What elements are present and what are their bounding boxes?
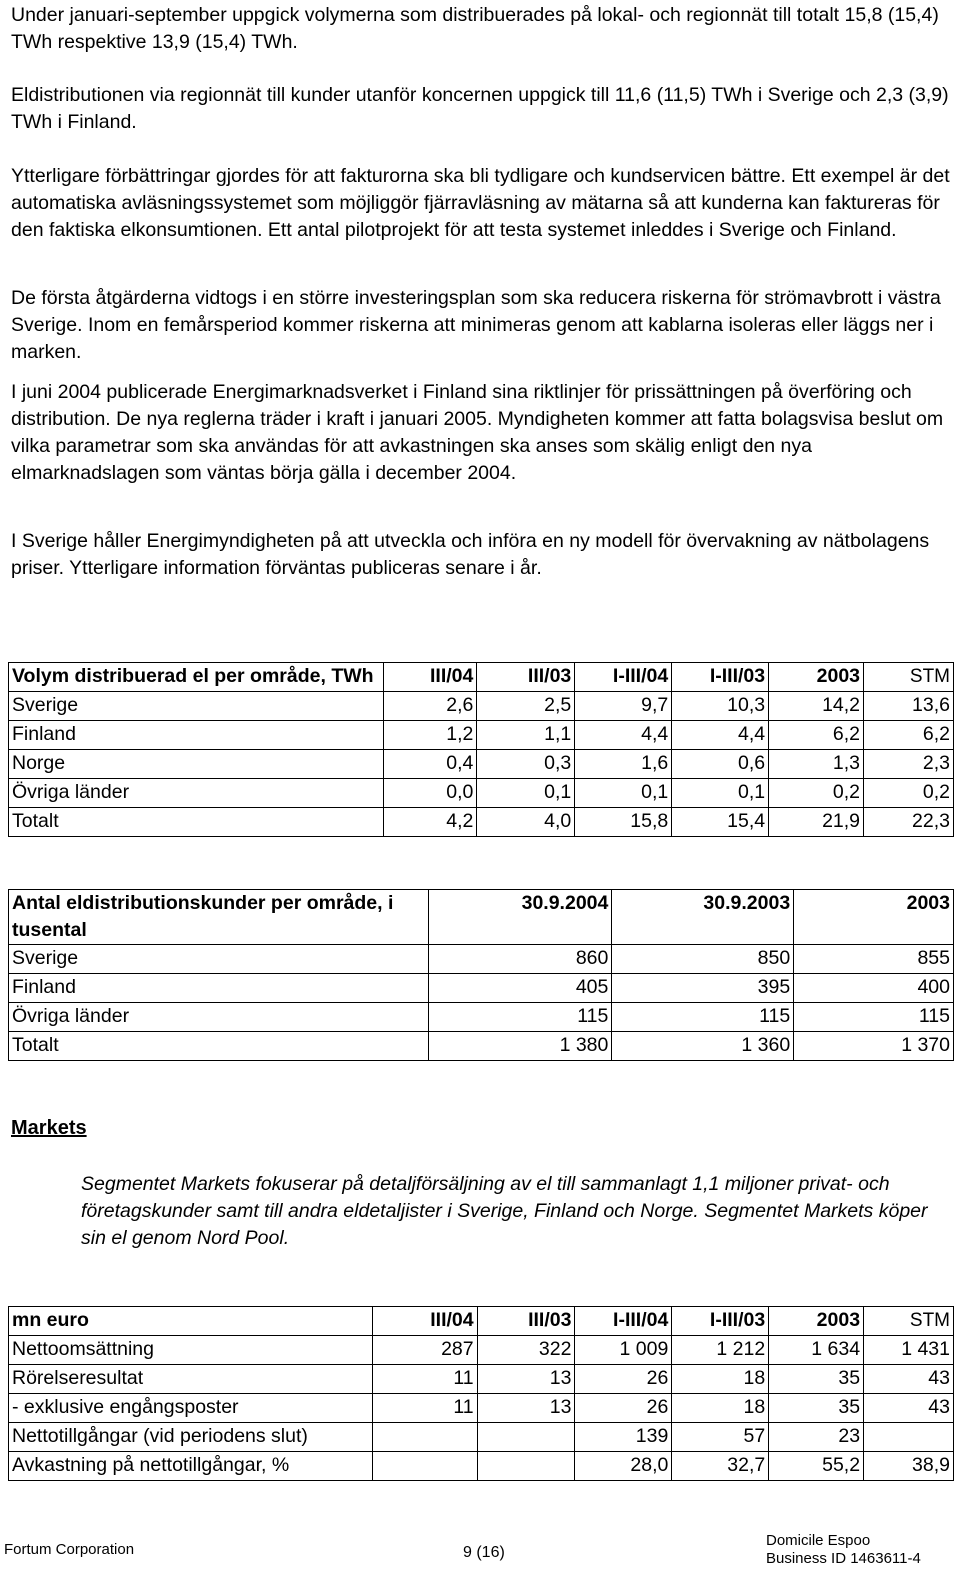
column-header: III/04 — [384, 663, 477, 692]
table-cell: 855 — [794, 945, 954, 974]
column-header: I-III/04 — [575, 1307, 672, 1336]
table-cell: 32,7 — [672, 1452, 769, 1481]
table-row — [9, 1365, 954, 1394]
table-cell: 26 — [575, 1365, 672, 1394]
table-cell: 21,9 — [769, 808, 864, 837]
table-cell: 0,0 — [384, 779, 477, 808]
column-header: 30.9.2004 — [428, 890, 612, 945]
table-cell: 26 — [575, 1394, 672, 1423]
table-cell: 14,2 — [769, 692, 864, 721]
table-cell: 10,3 — [672, 692, 769, 721]
table-cell: Nettotillgångar (vid periodens slut) — [9, 1423, 373, 1452]
table-cell: Sverige — [9, 945, 429, 974]
table-cell — [477, 1452, 575, 1481]
table-cell: 15,4 — [672, 808, 769, 837]
paragraph-sweden-regulation: I Sverige håller Energimyndigheten på att utveckla och införa en ny modell för övervakning av nätbolagens priser. Ytterligare information förväntas publiceras senare i år. — [11, 530, 930, 579]
table-cell: 22,3 — [864, 808, 954, 837]
customers-table — [8, 889, 954, 1061]
column-header: Volym distribuerad el per område, TWh — [9, 663, 384, 692]
table-cell: 0,2 — [864, 779, 954, 808]
paragraph-investments: De första åtgärderna vidtogs i en större investeringsplan som ska reducera riskerna för strömavbrott i västra Sverige. Inom en femårsperiod kommer riskerna att minimeras genom att kablarna isoleras eller läggs ner i marken. — [11, 287, 941, 363]
footer-company: Fortum Corporation — [4, 1541, 135, 1558]
table-row — [9, 750, 954, 779]
paragraph-improvements: Ytterligare förbättringar gjordes för att fakturorna ska bli tydligare och kundservicen bättre. Ett exempel är det automatiska avläsningssystemet som möjliggör fjärravläsning av mätarna så att kunderna kan faktureras för den faktiska elkonsumtionen. Ett antal pilotprojekt för att testa systemet inleddes i Sverige och Finland. — [11, 165, 950, 241]
table-cell: 1,1 — [477, 721, 575, 750]
table-cell: 35 — [769, 1365, 864, 1394]
column-header: mn euro — [9, 1307, 373, 1336]
table-cell: 139 — [575, 1423, 672, 1452]
table-cell: Finland — [9, 974, 429, 1003]
table-row — [9, 974, 954, 1003]
column-header: STM — [864, 1307, 954, 1336]
table-cell: 43 — [864, 1365, 954, 1394]
column-header: 2003 — [794, 890, 954, 945]
table-cell: 1,6 — [575, 750, 672, 779]
table-cell: - exklusive engångsposter — [9, 1394, 373, 1423]
table-cell: 395 — [612, 974, 794, 1003]
table-cell: 0,4 — [384, 750, 477, 779]
table-cell: 0,1 — [477, 779, 575, 808]
markets-heading: Markets — [11, 1117, 87, 1139]
footer-page-number: 9 (16) — [463, 1544, 505, 1561]
table-cell: 1 431 — [864, 1336, 954, 1365]
table-cell: 11 — [372, 1394, 477, 1423]
column-header: I-III/03 — [672, 663, 769, 692]
table-cell: 1 380 — [428, 1032, 612, 1061]
table-cell — [477, 1423, 575, 1452]
column-header: Antal eldistributionskunder per område, i tusental — [9, 890, 429, 945]
table-cell: 1 009 — [575, 1336, 672, 1365]
table-cell: 0,6 — [672, 750, 769, 779]
table-cell: 115 — [612, 1003, 794, 1032]
column-header: I-III/04 — [575, 663, 672, 692]
table-row — [9, 779, 954, 808]
paragraph-finland-regulation: I juni 2004 publicerade Energimarknadsverket i Finland sina riktlinjer för prissättningen på överföring och distribution. De nya reglerna träder i kraft i januari 2005. Myndigheten kommer att fatta bolagsvisa beslut om vilka parametrar som ska användas för att avkastningen ska anses som skälig enligt den nya elmarknadslagen som väntas börja gälla i december 2004. — [11, 381, 944, 484]
table-cell: 1,3 — [769, 750, 864, 779]
table-row — [9, 721, 954, 750]
table-cell: 2,5 — [477, 692, 575, 721]
table-row — [9, 1423, 954, 1452]
table-row — [9, 808, 954, 837]
table-cell — [372, 1452, 477, 1481]
table-row — [9, 1452, 954, 1481]
table-header-row — [9, 663, 954, 692]
table-cell: 23 — [769, 1423, 864, 1452]
table-cell: 18 — [672, 1365, 769, 1394]
table-cell: 35 — [769, 1394, 864, 1423]
table-cell: 0,2 — [769, 779, 864, 808]
table-cell: Finland — [9, 721, 384, 750]
table-cell: Rörelseresultat — [9, 1365, 373, 1394]
table-cell: 0,1 — [672, 779, 769, 808]
table-cell: 287 — [372, 1336, 477, 1365]
column-header: 30.9.2003 — [612, 890, 794, 945]
table-cell: 2,3 — [864, 750, 954, 779]
table-cell: 4,2 — [384, 808, 477, 837]
table-cell: 18 — [672, 1394, 769, 1423]
table-cell: 6,2 — [864, 721, 954, 750]
table-cell: Sverige — [9, 692, 384, 721]
column-header: I-III/03 — [672, 1307, 769, 1336]
table-row — [9, 1003, 954, 1032]
table-cell: 2,6 — [384, 692, 477, 721]
column-header: III/03 — [477, 663, 575, 692]
table-cell: 28,0 — [575, 1452, 672, 1481]
table-cell: 4,4 — [672, 721, 769, 750]
table-cell: 13 — [477, 1394, 575, 1423]
markets-table — [8, 1306, 954, 1481]
footer-business-id: Business ID 1463611-4 — [766, 1550, 921, 1567]
table-cell: 860 — [428, 945, 612, 974]
table-cell: 400 — [794, 974, 954, 1003]
table-cell: 6,2 — [769, 721, 864, 750]
table-cell: 55,2 — [769, 1452, 864, 1481]
markets-description: Segmentet Markets fokuserar på detaljförsäljning av el till sammanlagt 1,1 miljoner privat- och företagskunder samt till andra eldetaljister i Sverige, Finland och Norge. Segmentet Markets köper sin el genom Nord Pool. — [81, 1173, 928, 1249]
table-row — [9, 1032, 954, 1061]
table-cell — [864, 1423, 954, 1452]
table-cell: 405 — [428, 974, 612, 1003]
table-cell: 11 — [372, 1365, 477, 1394]
table-header-row — [9, 890, 954, 945]
table-cell: 13 — [477, 1365, 575, 1394]
column-header: III/04 — [372, 1307, 477, 1336]
table-cell: Totalt — [9, 1032, 429, 1061]
paragraph-distribution: Eldistributionen via regionnät till kunder utanför koncernen uppgick till 11,6 (11,5) TWh i Sverige och 2,3 (3,9) TWh i Finland. — [11, 84, 949, 133]
table-row — [9, 945, 954, 974]
table-cell: 1 360 — [612, 1032, 794, 1061]
table-cell: 15,8 — [575, 808, 672, 837]
table-cell: 4,0 — [477, 808, 575, 837]
table-row — [9, 692, 954, 721]
table-cell: 1 370 — [794, 1032, 954, 1061]
column-header: 2003 — [769, 663, 864, 692]
table-cell: 0,1 — [575, 779, 672, 808]
table-cell: 322 — [477, 1336, 575, 1365]
table-cell: 13,6 — [864, 692, 954, 721]
table-cell: 57 — [672, 1423, 769, 1452]
table-cell: Nettoomsättning — [9, 1336, 373, 1365]
table-cell: 850 — [612, 945, 794, 974]
column-header: STM — [864, 663, 954, 692]
table-cell: 115 — [794, 1003, 954, 1032]
column-header: III/03 — [477, 1307, 575, 1336]
table-cell: 1 212 — [672, 1336, 769, 1365]
table-cell: Avkastning på nettotillgångar, % — [9, 1452, 373, 1481]
paragraph-volumes: Under januari-september uppgick volymerna som distribuerades på lokal- och regionnät till totalt 15,8 (15,4) TWh respektive 13,9 (15,4) TWh. — [11, 4, 939, 53]
table-row — [9, 1394, 954, 1423]
table-cell: 9,7 — [575, 692, 672, 721]
table-row — [9, 1336, 954, 1365]
table-cell: 4,4 — [575, 721, 672, 750]
table-cell: Övriga länder — [9, 779, 384, 808]
table-cell — [372, 1423, 477, 1452]
table-cell: Övriga länder — [9, 1003, 429, 1032]
footer-domicile: Domicile Espoo — [766, 1532, 871, 1549]
table-cell: 0,3 — [477, 750, 575, 779]
table-cell: 1,2 — [384, 721, 477, 750]
table-cell: 1 634 — [769, 1336, 864, 1365]
table-cell: Norge — [9, 750, 384, 779]
table-cell: 38,9 — [864, 1452, 954, 1481]
table-cell: 115 — [428, 1003, 612, 1032]
table-header-row — [9, 1307, 954, 1336]
volume-table — [8, 662, 954, 837]
column-header: 2003 — [769, 1307, 864, 1336]
table-cell: Totalt — [9, 808, 384, 837]
table-cell: 43 — [864, 1394, 954, 1423]
